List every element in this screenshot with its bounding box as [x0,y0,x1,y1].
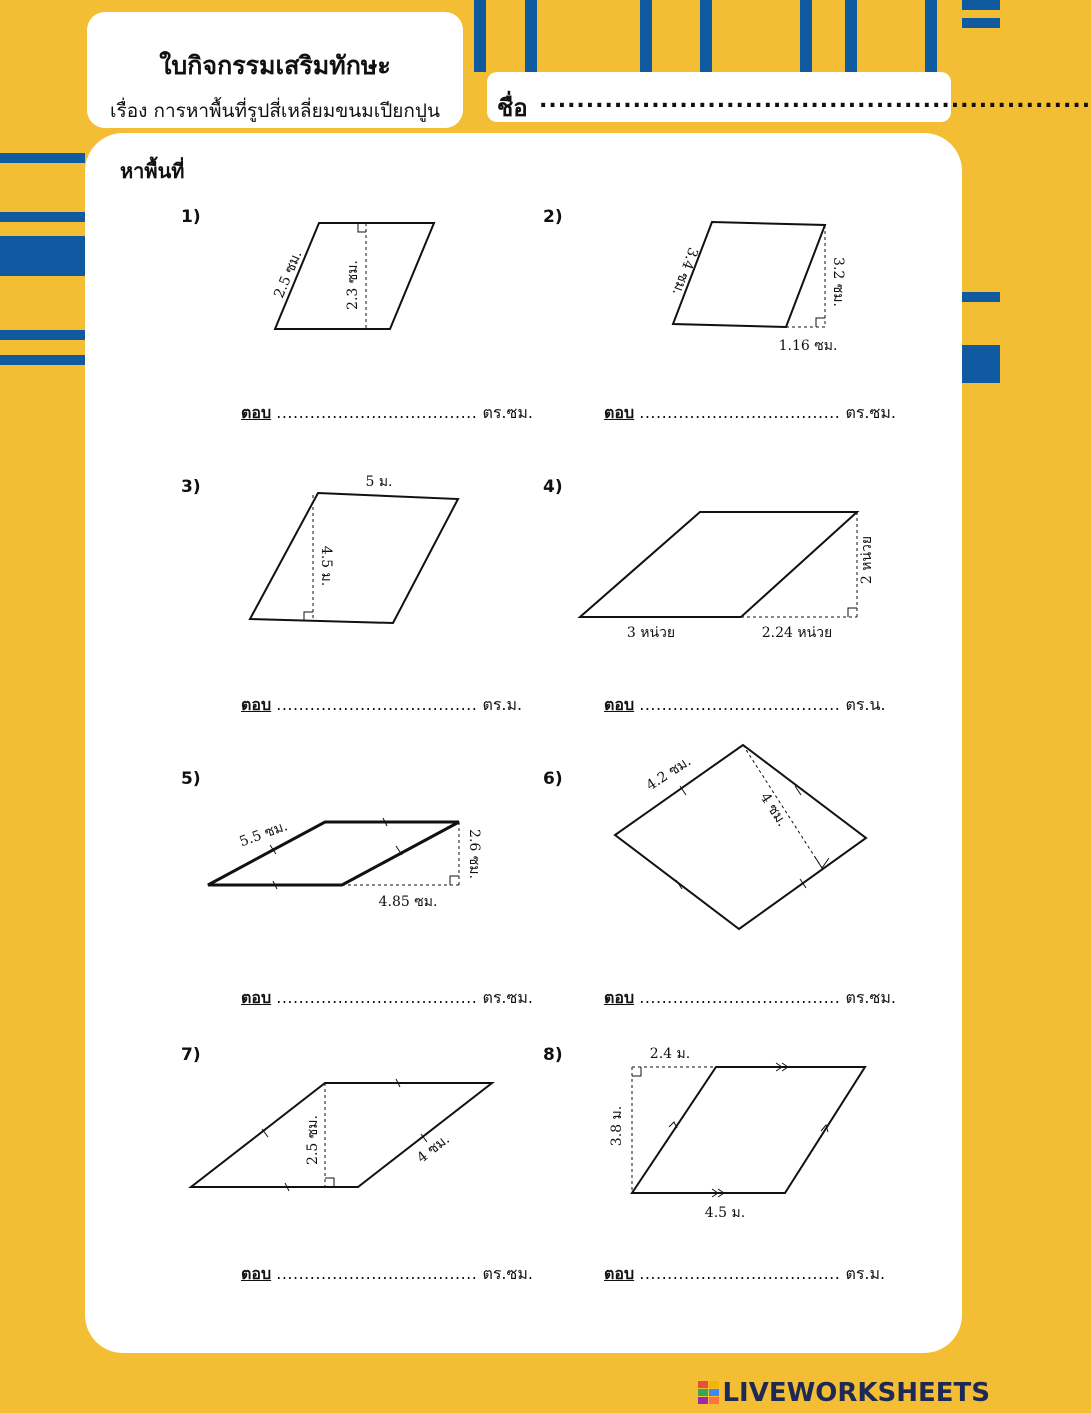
name-input-line[interactable]: ........................................................... [539,88,1091,113]
base-extension-label: 1.16 ซม. [778,338,838,354]
parallelogram-figure-2 [669,222,846,354]
base-label: 4.5 ม. [704,1205,746,1221]
question-number: 4) [543,477,563,497]
top-extension-label: 2.4 ม. [649,1046,691,1062]
answer-unit: ตร.น. [845,695,886,714]
liveworksheets-logo-icon [698,1381,720,1405]
side-label: 5 ม. [365,474,393,490]
parallelogram-figure-5 [208,818,482,910]
answer-unit: ตร.ซม. [845,988,896,1007]
answer-input[interactable]: .................................... [639,695,841,714]
answer-input[interactable]: .................................... [276,1264,478,1283]
liveworksheets-brand[interactable]: LIVEWORKSHEETS [722,1378,990,1408]
height-label: 2.3 ซม. [345,260,361,310]
question-number: 6) [543,769,563,789]
question-number: 1) [181,207,201,227]
answer-label: ตอบ [241,988,272,1007]
side-label: 4 ซม. [414,1131,453,1167]
answer-input[interactable]: .................................... [276,695,478,714]
answer-label: ตอบ [241,695,272,714]
answer-input[interactable]: .................................... [639,403,841,422]
rhombus-figure-6 [615,745,866,929]
height-label: 2.5 ซม. [305,1115,321,1165]
question-number: 2) [543,207,563,227]
base-label: 3 หน่วย [626,625,676,641]
side-label: 4.2 ซม. [643,753,695,794]
answer-label: ตอบ [604,1264,635,1283]
side-label: 5.5 ซม. [237,818,290,851]
parallelogram-figure-7 [191,1079,492,1191]
answer-unit: ตร.ม. [845,1264,886,1283]
answer-input[interactable]: .................................... [639,1264,841,1283]
answer-label: ตอบ [241,403,272,422]
answer-unit: ตร.ม. [482,695,523,714]
answer-unit: ตร.ซม. [482,1264,533,1283]
question-number: 8) [543,1045,563,1065]
answer-unit: ตร.ซม. [482,988,533,1007]
question-number: 7) [181,1045,201,1065]
height-label: 2 หน่วย [859,535,875,585]
worksheet-subtitle: เรื่อง การหาพื้นที่รูปสี่เหลี่ยมขนมเปียกปูน [110,100,440,122]
parallelogram-figure-3 [250,474,458,623]
height-label: 3.2 ซม. [830,257,846,307]
answer-input[interactable]: .................................... [276,403,478,422]
height-label: 4.5 ม. [318,545,334,587]
base-extension-label: 4.85 ซม. [378,894,438,910]
answer-label: ตอบ [241,1264,272,1283]
answer-input[interactable]: .................................... [276,988,478,1007]
parallelogram-figure-8 [609,1046,865,1221]
side-label: 3.4 ซม. [668,245,701,298]
question-number: 5) [181,769,201,789]
question-number: 3) [181,477,201,497]
parallelogram-figure-4 [580,512,875,641]
side-label: 2.5 ซม. [271,248,306,301]
answer-unit: ตร.ซม. [482,403,533,422]
answer-input[interactable]: .................................... [639,988,841,1007]
height-label: 3.8 ม. [609,1105,625,1147]
answer-label: ตอบ [604,988,635,1007]
answer-label: ตอบ [604,403,635,422]
base-extension-label: 2.24 หน่วย [761,625,833,641]
answer-unit: ตร.ซม. [845,403,896,422]
worksheet-title: ใบกิจกรรมเสริมทักษะ [159,51,391,80]
instruction-text: หาพื้นที่ [120,159,185,183]
answer-label: ตอบ [604,695,635,714]
height-label: 2.6 ซม. [466,829,482,879]
parallelogram-figure-1 [271,223,434,329]
height-label: 4 ซม. [756,790,791,830]
name-label: ชื่อ [497,94,528,122]
